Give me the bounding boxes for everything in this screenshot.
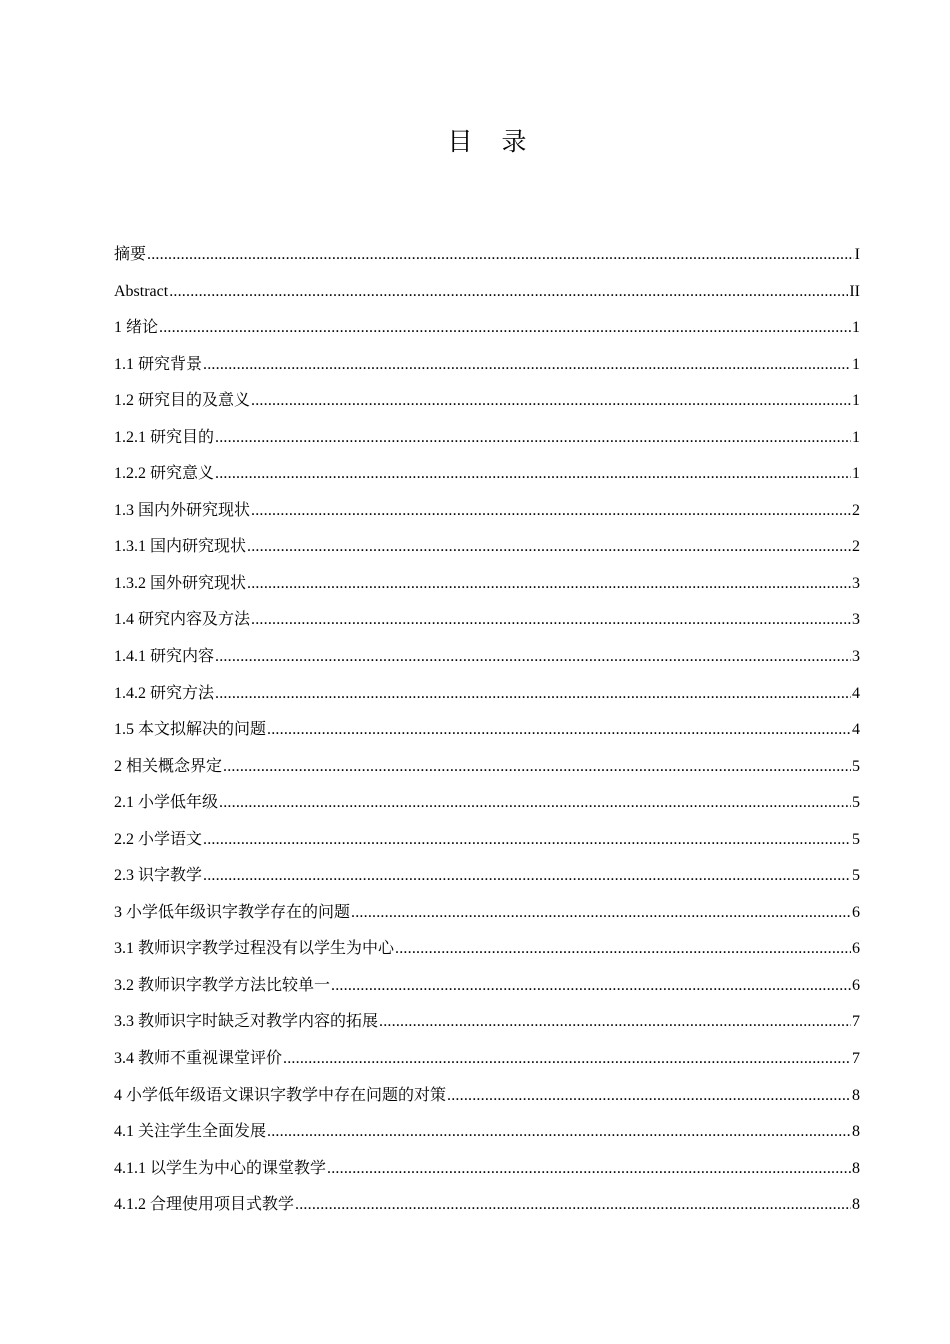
dot-leader — [327, 1157, 851, 1181]
toc-entry-page: 6 — [852, 976, 860, 994]
toc-entry-page: I — [854, 246, 860, 263]
toc-entry-page: 5 — [852, 830, 860, 848]
toc-entry-label: 1.2.1 研究目的 — [114, 428, 215, 446]
toc-entry[interactable] — [114, 608, 860, 645]
toc-entry[interactable] — [114, 316, 860, 353]
toc-entry[interactable] — [114, 280, 860, 317]
toc-entry-page: 3 — [852, 611, 860, 629]
toc-entry-page: 4 — [852, 684, 860, 702]
toc-entry-page: 1 — [852, 319, 860, 337]
toc-entry-page: 1 — [852, 392, 860, 410]
toc-entry-page: 5 — [852, 757, 860, 775]
dot-leader — [215, 426, 851, 450]
dot-leader — [247, 572, 851, 596]
toc-entry[interactable] — [114, 645, 860, 682]
toc-entry-label: 3.2 教师识字教学方法比较单一 — [114, 976, 331, 994]
toc-entry-page: 7 — [852, 1013, 860, 1031]
toc-entry[interactable] — [114, 1120, 860, 1157]
toc-entry[interactable] — [114, 937, 860, 974]
toc-entry-label: 1.2.2 研究意义 — [114, 465, 215, 483]
toc-entry-page: 5 — [852, 794, 860, 812]
toc-title: 目 录 — [447, 127, 529, 156]
toc-entry[interactable] — [114, 499, 860, 536]
toc-entry-page: 7 — [852, 1050, 860, 1068]
dot-leader — [251, 608, 851, 632]
toc-entry[interactable] — [114, 828, 860, 865]
toc-entry-page: 8 — [852, 1159, 860, 1177]
toc-entry[interactable] — [114, 901, 860, 938]
toc-entry-label: 4.1 关注学生全面发展 — [114, 1123, 267, 1141]
toc-entry-label: 1.3.2 国外研究现状 — [114, 574, 247, 592]
toc-entry[interactable] — [114, 1084, 860, 1121]
toc-entry-page: 1 — [852, 355, 860, 373]
toc-entry[interactable] — [114, 682, 860, 719]
toc-entry[interactable] — [114, 864, 860, 901]
toc-entry-label: 1.3.1 国内研究现状 — [114, 538, 247, 556]
toc-entry-label: 4 小学低年级语文课识字教学中存在问题的对策 — [114, 1086, 447, 1104]
toc-entry-label: 1.4.1 研究内容 — [114, 648, 215, 666]
dot-leader — [251, 499, 851, 523]
dot-leader — [223, 755, 851, 779]
dot-leader — [247, 535, 851, 559]
dot-leader — [331, 974, 851, 998]
toc-entry-page: 6 — [852, 903, 860, 921]
toc-entry-label: 3.4 教师不重视课堂评价 — [114, 1050, 283, 1068]
toc-entry-label: 4.1.2 合理使用项目式教学 — [114, 1196, 295, 1214]
dot-leader — [215, 682, 851, 706]
toc-entry-page: 5 — [852, 867, 860, 885]
toc-entry-label: 1.2 研究目的及意义 — [114, 392, 251, 410]
toc-entry[interactable] — [114, 535, 860, 572]
toc-entry-label: 1.5 本文拟解决的问题 — [114, 721, 267, 739]
dot-leader — [267, 718, 851, 742]
toc-entry-label: 摘要 — [114, 246, 147, 263]
dot-leader — [215, 645, 851, 669]
dot-leader — [395, 937, 851, 961]
toc-entry[interactable] — [114, 389, 860, 426]
dot-leader — [203, 864, 851, 888]
toc-entry[interactable] — [114, 353, 860, 390]
toc-entry-label: 1.3 国内外研究现状 — [114, 501, 251, 519]
toc-entry-page: 3 — [852, 648, 860, 666]
dot-leader — [169, 280, 848, 304]
dot-leader — [379, 1010, 851, 1034]
toc-entry-label: 1.4.2 研究方法 — [114, 684, 215, 702]
dot-leader — [219, 791, 851, 815]
toc-entry-label: 4.1.1 以学生为中心的课堂教学 — [114, 1159, 327, 1177]
toc-entry-page: 4 — [852, 721, 860, 739]
dot-leader — [295, 1193, 851, 1217]
toc-entry-page: 2 — [852, 501, 860, 519]
dot-leader — [159, 316, 851, 340]
dot-leader — [215, 462, 851, 486]
dot-leader — [147, 243, 854, 267]
toc-entry[interactable] — [114, 1193, 860, 1230]
toc-entry[interactable] — [114, 755, 860, 792]
toc-entry-label: 2.1 小学低年级 — [114, 794, 219, 812]
dot-leader — [251, 389, 851, 413]
dot-leader — [203, 828, 851, 852]
toc-entry-label: 3.1 教师识字教学过程没有以学生为中心 — [114, 940, 395, 958]
dot-leader — [447, 1084, 851, 1108]
toc-entry-label: 2.2 小学语文 — [114, 830, 203, 848]
toc-entry[interactable] — [114, 1047, 860, 1084]
toc-entry-label: 2 相关概念界定 — [114, 757, 223, 775]
toc-entry-label: 3 小学低年级识字教学存在的问题 — [114, 903, 351, 921]
toc-entry-page: 2 — [852, 538, 860, 556]
toc-entry[interactable] — [114, 426, 860, 463]
toc-entry-page: 3 — [852, 574, 860, 592]
toc-entry[interactable] — [114, 974, 860, 1011]
toc-entry-page: 1 — [852, 465, 860, 483]
toc-entry[interactable] — [114, 1157, 860, 1194]
dot-leader — [283, 1047, 851, 1071]
toc-entry-page: 1 — [852, 428, 860, 446]
dot-leader — [351, 901, 851, 925]
toc-entry-label: 3.3 教师识字时缺乏对教学内容的拓展 — [114, 1013, 379, 1031]
toc-entry-page: 6 — [852, 940, 860, 958]
toc-entry-page: 8 — [852, 1196, 860, 1214]
toc-entry-label: 1.1 研究背景 — [114, 355, 203, 373]
toc-entry-page: 8 — [852, 1123, 860, 1141]
toc-entry-page: 8 — [852, 1086, 860, 1104]
table-of-contents — [114, 243, 860, 1230]
toc-entry[interactable] — [114, 243, 860, 280]
toc-entry-label: 1 绪论 — [114, 319, 159, 337]
toc-entry[interactable] — [114, 1010, 860, 1047]
toc-entry-label: Abstract — [114, 282, 169, 300]
dot-leader — [203, 353, 851, 377]
toc-entry-label: 1.4 研究内容及方法 — [114, 611, 251, 629]
dot-leader — [267, 1120, 851, 1144]
toc-entry[interactable] — [114, 462, 860, 499]
toc-entry-label: 2.3 识字教学 — [114, 867, 203, 885]
toc-entry[interactable] — [114, 572, 860, 609]
toc-entry-page: II — [849, 282, 860, 300]
toc-entry[interactable] — [114, 791, 860, 828]
toc-entry[interactable] — [114, 718, 860, 755]
